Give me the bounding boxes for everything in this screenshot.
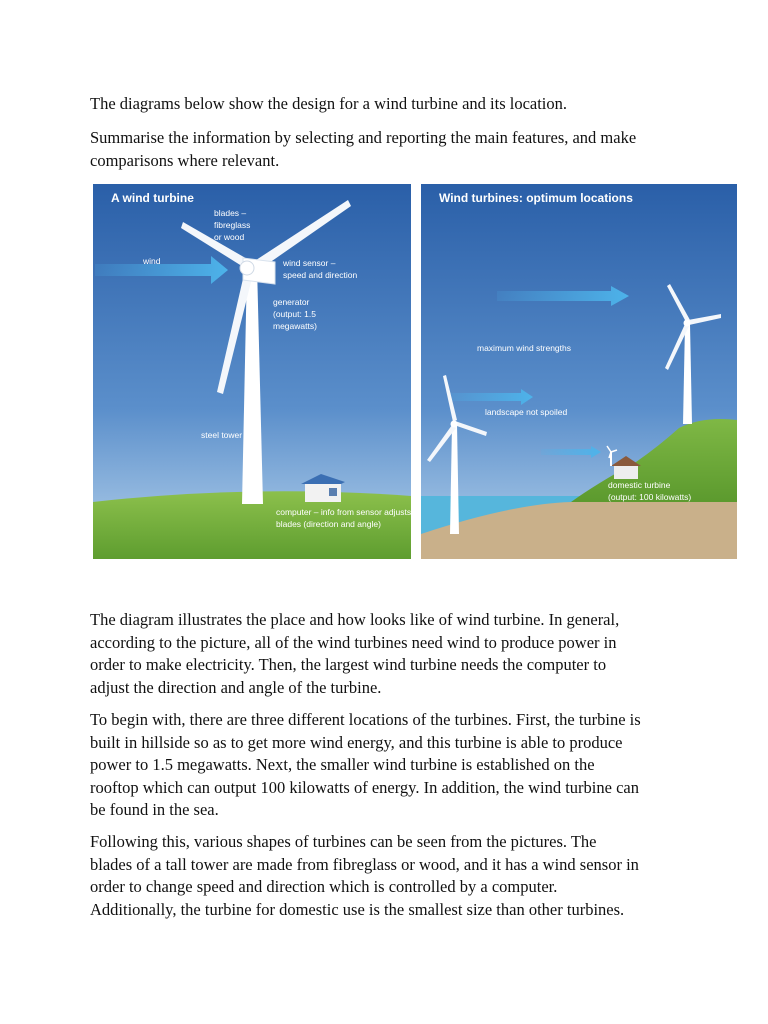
essay-paragraph-1: The diagram illustrates the place and how looks like of wind turbine. In general, according to the picture, all of the wind turbines need wind to produce power in order to make electricity. Then, the largest wind turbine needs the computer to adjust the direction and angle of the turbine. (90, 610, 620, 697)
domestic-turbine-label: (output: 100 kilowatts) (608, 492, 692, 502)
generator-label: megawatts) (273, 321, 317, 331)
blades-label: blades – (214, 208, 247, 218)
wind-sensor-label: speed and direction (283, 270, 358, 280)
task-line-1: The diagrams below show the design for a wind turbine and its location. (90, 94, 568, 113)
domestic-turbine-label: domestic turbine (608, 480, 671, 490)
generator-label: (output: 1.5 (273, 309, 317, 319)
blades-label: or wood (214, 232, 245, 242)
wind-label: wind (143, 256, 161, 266)
blades-label: fibreglass (214, 220, 251, 230)
generator-label: generator (273, 297, 310, 307)
wind-turbine-illustration (93, 184, 411, 559)
diagram-title: A wind turbine (111, 191, 194, 205)
essay-paragraph-3: Following this, various shapes of turbines can be seen from the pictures. The blades of a tall tower are made from fibreglass or wood, and it has a wind sensor in order to change speed and direction which is controlled by a computer. Additionally, the turbine for domestic use is the smallest size than other turbines. (90, 832, 639, 919)
wind-sensor-label: wind sensor – (283, 258, 336, 268)
wind-turbine-diagram (93, 184, 411, 559)
house (614, 465, 638, 479)
essay-paragraph-2: To begin with, there are three different locations of the turbines. First, the turbine is built in hillside so as to get more wind energy, and this turbine is able to produce power to 1.5 megawatts. Next, the smaller wind turbine is established on the rooftop which can output 100 kilowatts of energy. In addition, the wind turbine can be found in the sea. (90, 710, 641, 819)
turbine-locations-diagram (421, 184, 737, 559)
task-line-2: Summarise the information by selecting and reporting the main features, and make comparisons where relevant. (90, 128, 637, 170)
computer-label: blades (direction and angle) (276, 519, 381, 529)
diagram-title: Wind turbines: optimum locations (439, 191, 633, 205)
turbine-locations-illustration (421, 184, 737, 559)
steel-tower-label: steel tower (201, 430, 243, 440)
landscape-label: landscape not spoiled (485, 407, 568, 417)
computer-label: computer – info from sensor adjusts (276, 507, 411, 517)
max-wind-label: maximum wind strengths (477, 343, 572, 353)
